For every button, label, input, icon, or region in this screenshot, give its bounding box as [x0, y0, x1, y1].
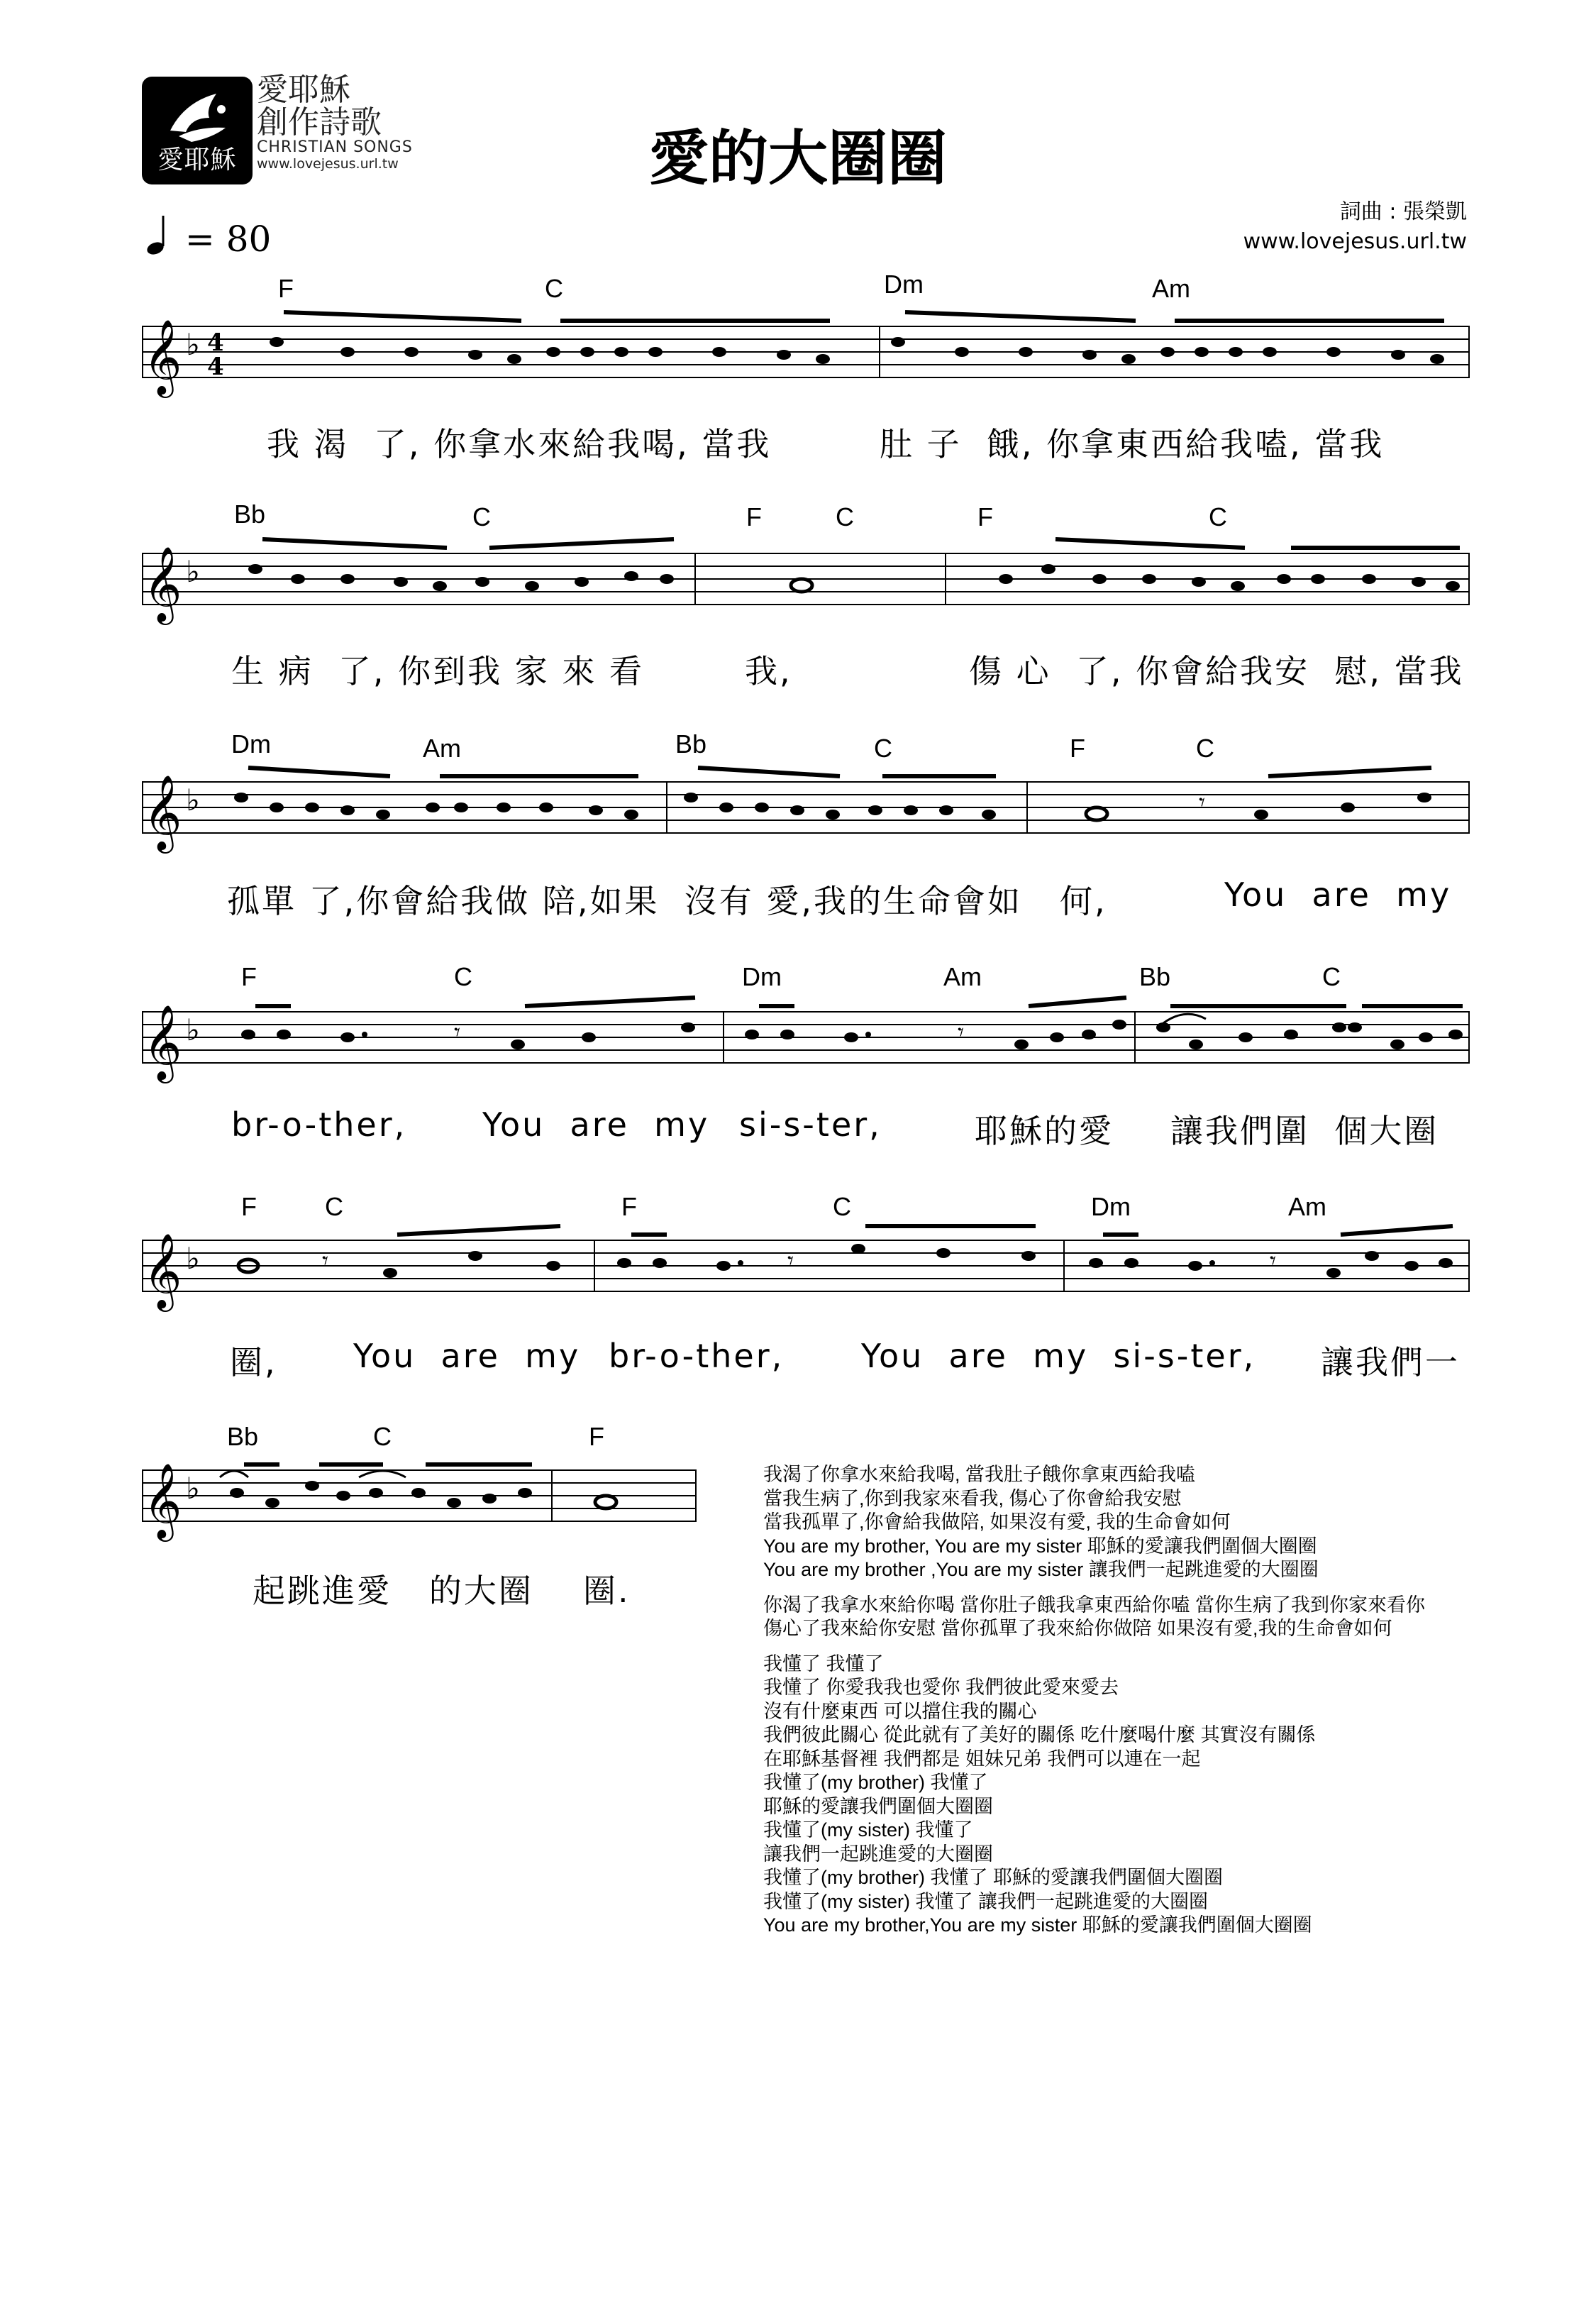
- lyrics-text-line: 我渴了你拿水來給我喝, 當我肚子餓你拿東西給我嗑: [763, 1464, 1196, 1485]
- lyrics-text-line: You are my brother, You are my sister 耶穌的愛讓我們圍個大圈圈: [763, 1535, 1317, 1557]
- brand-name: 愛耶穌: [257, 72, 350, 108]
- svg-text:♭: ♭: [186, 1013, 200, 1047]
- chord-symbol: C: [1209, 502, 1227, 531]
- chord-symbol: F: [589, 1422, 604, 1451]
- credits: [1243, 197, 1467, 257]
- chord-symbol: Bb: [227, 1422, 259, 1451]
- chord-symbol: Dm: [742, 962, 782, 991]
- lyric-line: 傷 心 了, 你會給我安 慰, 當我: [969, 652, 1464, 690]
- lyric-line: 我,: [745, 652, 792, 690]
- chord-symbol: Am: [943, 962, 982, 991]
- lyrics-text-line: 當我生病了,你到我家來看我, 傷心了你會給我安慰: [763, 1487, 1182, 1509]
- lyric-line: 圈.: [583, 1572, 631, 1610]
- svg-text:𝄾: 𝄾: [322, 1247, 329, 1275]
- lyric-line: 何,: [1060, 882, 1107, 920]
- lyrics-text-line: 讓我們一起跳進愛的大圈圈: [763, 1843, 993, 1865]
- chord-symbol: C: [874, 734, 892, 763]
- chord-symbol: C: [836, 502, 854, 531]
- lyrics-gap: [763, 1641, 1480, 1653]
- lyrics-text-line: You are my brother,You are my sister 耶穌的愛讓我們圍個大圈圈: [763, 1914, 1312, 1936]
- chord-symbol: C: [1322, 962, 1341, 991]
- chord-symbol: C: [1196, 734, 1214, 763]
- lyrics-text-line: 沒有什麼東西 可以擋住我的關心: [763, 1700, 1037, 1722]
- chord-symbol: Dm: [884, 270, 924, 299]
- lyrics-text-line: 你渴了我拿水來給你喝 當你肚子餓我拿東西給你嗑 當你生病了我到你家來看你: [763, 1594, 1426, 1616]
- chord-symbol: C: [454, 962, 472, 991]
- lyric-line: 讓我們一: [1321, 1343, 1460, 1381]
- credit-url: www.lovejesus.url.tw: [1243, 229, 1467, 254]
- chord-symbol: C: [325, 1192, 343, 1221]
- lyrics-text-line: 我懂了 你愛我我也愛你 我們彼此愛來愛去: [763, 1677, 1119, 1698]
- staff-system-6: [142, 1456, 709, 1541]
- chord-symbol: F: [746, 502, 762, 531]
- lyric-line: You are my: [353, 1337, 581, 1375]
- lyrics-text-block: [763, 1463, 1480, 1936]
- chord-symbol: Am: [1288, 1192, 1326, 1221]
- lyrics-text-line: You are my brother ,You are my sister 讓我們一起跳進愛的大圈圈: [763, 1559, 1319, 1580]
- chord-symbol: F: [241, 1192, 257, 1221]
- staff-system-1: [142, 312, 1475, 397]
- lyrics-text-line: 我懂了(my sister) 我懂了 讓我們一起跳進愛的大圈圈: [763, 1890, 1208, 1912]
- lyric-line: You are my si-s-ter,: [861, 1337, 1256, 1375]
- lyrics-text-line: 我懂了(my brother) 我懂了 耶穌的愛讓我們圍個大圈圈: [763, 1867, 1224, 1888]
- lyrics-text-line: 耶穌的愛讓我們圍個大圈圈: [763, 1795, 993, 1817]
- svg-text:𝄞: 𝄞: [143, 1004, 182, 1080]
- lyric-line: 圈,: [230, 1343, 277, 1381]
- lyrics-text-line: 我懂了 我懂了: [763, 1653, 884, 1675]
- svg-text:♭: ♭: [186, 1471, 200, 1506]
- lyric-line: si-s-ter,: [739, 1105, 882, 1144]
- svg-text:𝄾: 𝄾: [958, 1018, 965, 1047]
- brand-url: www.lovejesus.url.tw: [257, 156, 399, 172]
- chord-symbol: C: [545, 274, 563, 303]
- svg-text:𝄾: 𝄾: [787, 1247, 794, 1275]
- chord-symbol: Am: [423, 734, 461, 763]
- chord-symbol: F: [278, 274, 294, 303]
- svg-text:𝄾: 𝄾: [1199, 788, 1206, 817]
- tempo-value: = 80: [184, 219, 272, 260]
- svg-text:♭: ♭: [186, 1241, 200, 1276]
- svg-text:𝄞: 𝄞: [143, 1462, 182, 1538]
- chord-symbol: C: [833, 1192, 851, 1221]
- lyric-line: You are my: [1224, 876, 1452, 914]
- staff-system-4: [142, 998, 1475, 1083]
- svg-text:♭: ♭: [186, 327, 200, 362]
- svg-text:𝄾: 𝄾: [454, 1018, 461, 1047]
- lyrics-text-line: 在耶穌基督裡 我們都是 姐妹兄弟 我們可以連在一起: [763, 1748, 1201, 1770]
- lyric-line: 起跳進愛 的大圈: [253, 1572, 533, 1610]
- lyrics-text-line: 傷心了我來給你安慰 當你孤單了我來給你做陪 如果沒有愛,我的生命會如何: [763, 1618, 1392, 1639]
- svg-text:𝄞: 𝄞: [143, 319, 182, 395]
- svg-text:♭: ♭: [186, 783, 200, 817]
- composer-credit: 詞曲 : 張榮凱: [1339, 199, 1467, 224]
- lyric-line: 耶穌的愛: [975, 1112, 1114, 1150]
- chord-symbol: F: [977, 502, 993, 531]
- lyric-line: 孤單 了,你會給我做 陪,如果 沒有 愛,我的生命會如: [227, 882, 1022, 920]
- lyrics-text-line: 我懂了(my sister) 我懂了: [763, 1819, 973, 1841]
- svg-text:♭: ♭: [186, 554, 200, 589]
- lyric-line: br-o-ther,: [609, 1337, 785, 1375]
- staff-system-2: [142, 539, 1475, 624]
- chord-symbol: Bb: [234, 500, 266, 529]
- chord-symbol: F: [621, 1192, 637, 1221]
- svg-text:𝄾: 𝄾: [1270, 1247, 1277, 1275]
- chord-symbol: Bb: [675, 729, 707, 758]
- chord-symbol: C: [373, 1422, 392, 1451]
- lyric-line: You are my: [482, 1105, 710, 1144]
- lyric-line: 我 渴 了, 你拿水來給我喝, 當我: [267, 425, 772, 463]
- lyric-line: 讓我們圍 個大圈: [1170, 1112, 1439, 1150]
- svg-text:4: 4: [207, 329, 224, 357]
- lyric-line: 肚 子 餓, 你拿東西給我嗑, 當我: [880, 425, 1385, 463]
- lyrics-text-line: 當我孤單了,你會給我做陪, 如果沒有愛, 我的生命會如何: [763, 1511, 1231, 1533]
- logo-label: 愛耶穌: [157, 145, 237, 175]
- lyrics-gap: [763, 1582, 1480, 1594]
- chord-symbol: Dm: [231, 729, 271, 758]
- staff-system-5: [142, 1226, 1475, 1311]
- chord-symbol: F: [1070, 734, 1085, 763]
- svg-text:𝄞: 𝄞: [143, 774, 182, 850]
- chord-symbol: Bb: [1139, 962, 1171, 991]
- lyric-line: 生 病 了, 你到我 家 來 看: [231, 652, 644, 690]
- chord-symbol: C: [472, 502, 491, 531]
- lyric-line: br-o-ther,: [231, 1105, 407, 1144]
- lyrics-text-line: 我懂了(my brother) 我懂了: [763, 1772, 988, 1793]
- staff-system-3: [142, 768, 1475, 853]
- svg-text:4: 4: [207, 353, 224, 381]
- tempo-marking: [145, 213, 271, 260]
- svg-text:𝄞: 𝄞: [143, 1232, 182, 1308]
- brand-english: CHRISTIAN SONGS: [257, 138, 413, 156]
- chord-symbol: Am: [1152, 274, 1190, 303]
- svg-text:𝄞: 𝄞: [143, 546, 182, 622]
- quarter-note-icon: [145, 213, 174, 257]
- chord-symbol: F: [241, 962, 257, 991]
- page-title: 愛的大圈圈: [648, 123, 947, 193]
- brand-subtitle: 創作詩歌: [257, 104, 382, 140]
- lyrics-text-line: 我們彼此關心 從此就有了美好的關係 吃什麼喝什麼 其實沒有關係: [763, 1724, 1316, 1745]
- chord-symbol: Dm: [1091, 1192, 1131, 1221]
